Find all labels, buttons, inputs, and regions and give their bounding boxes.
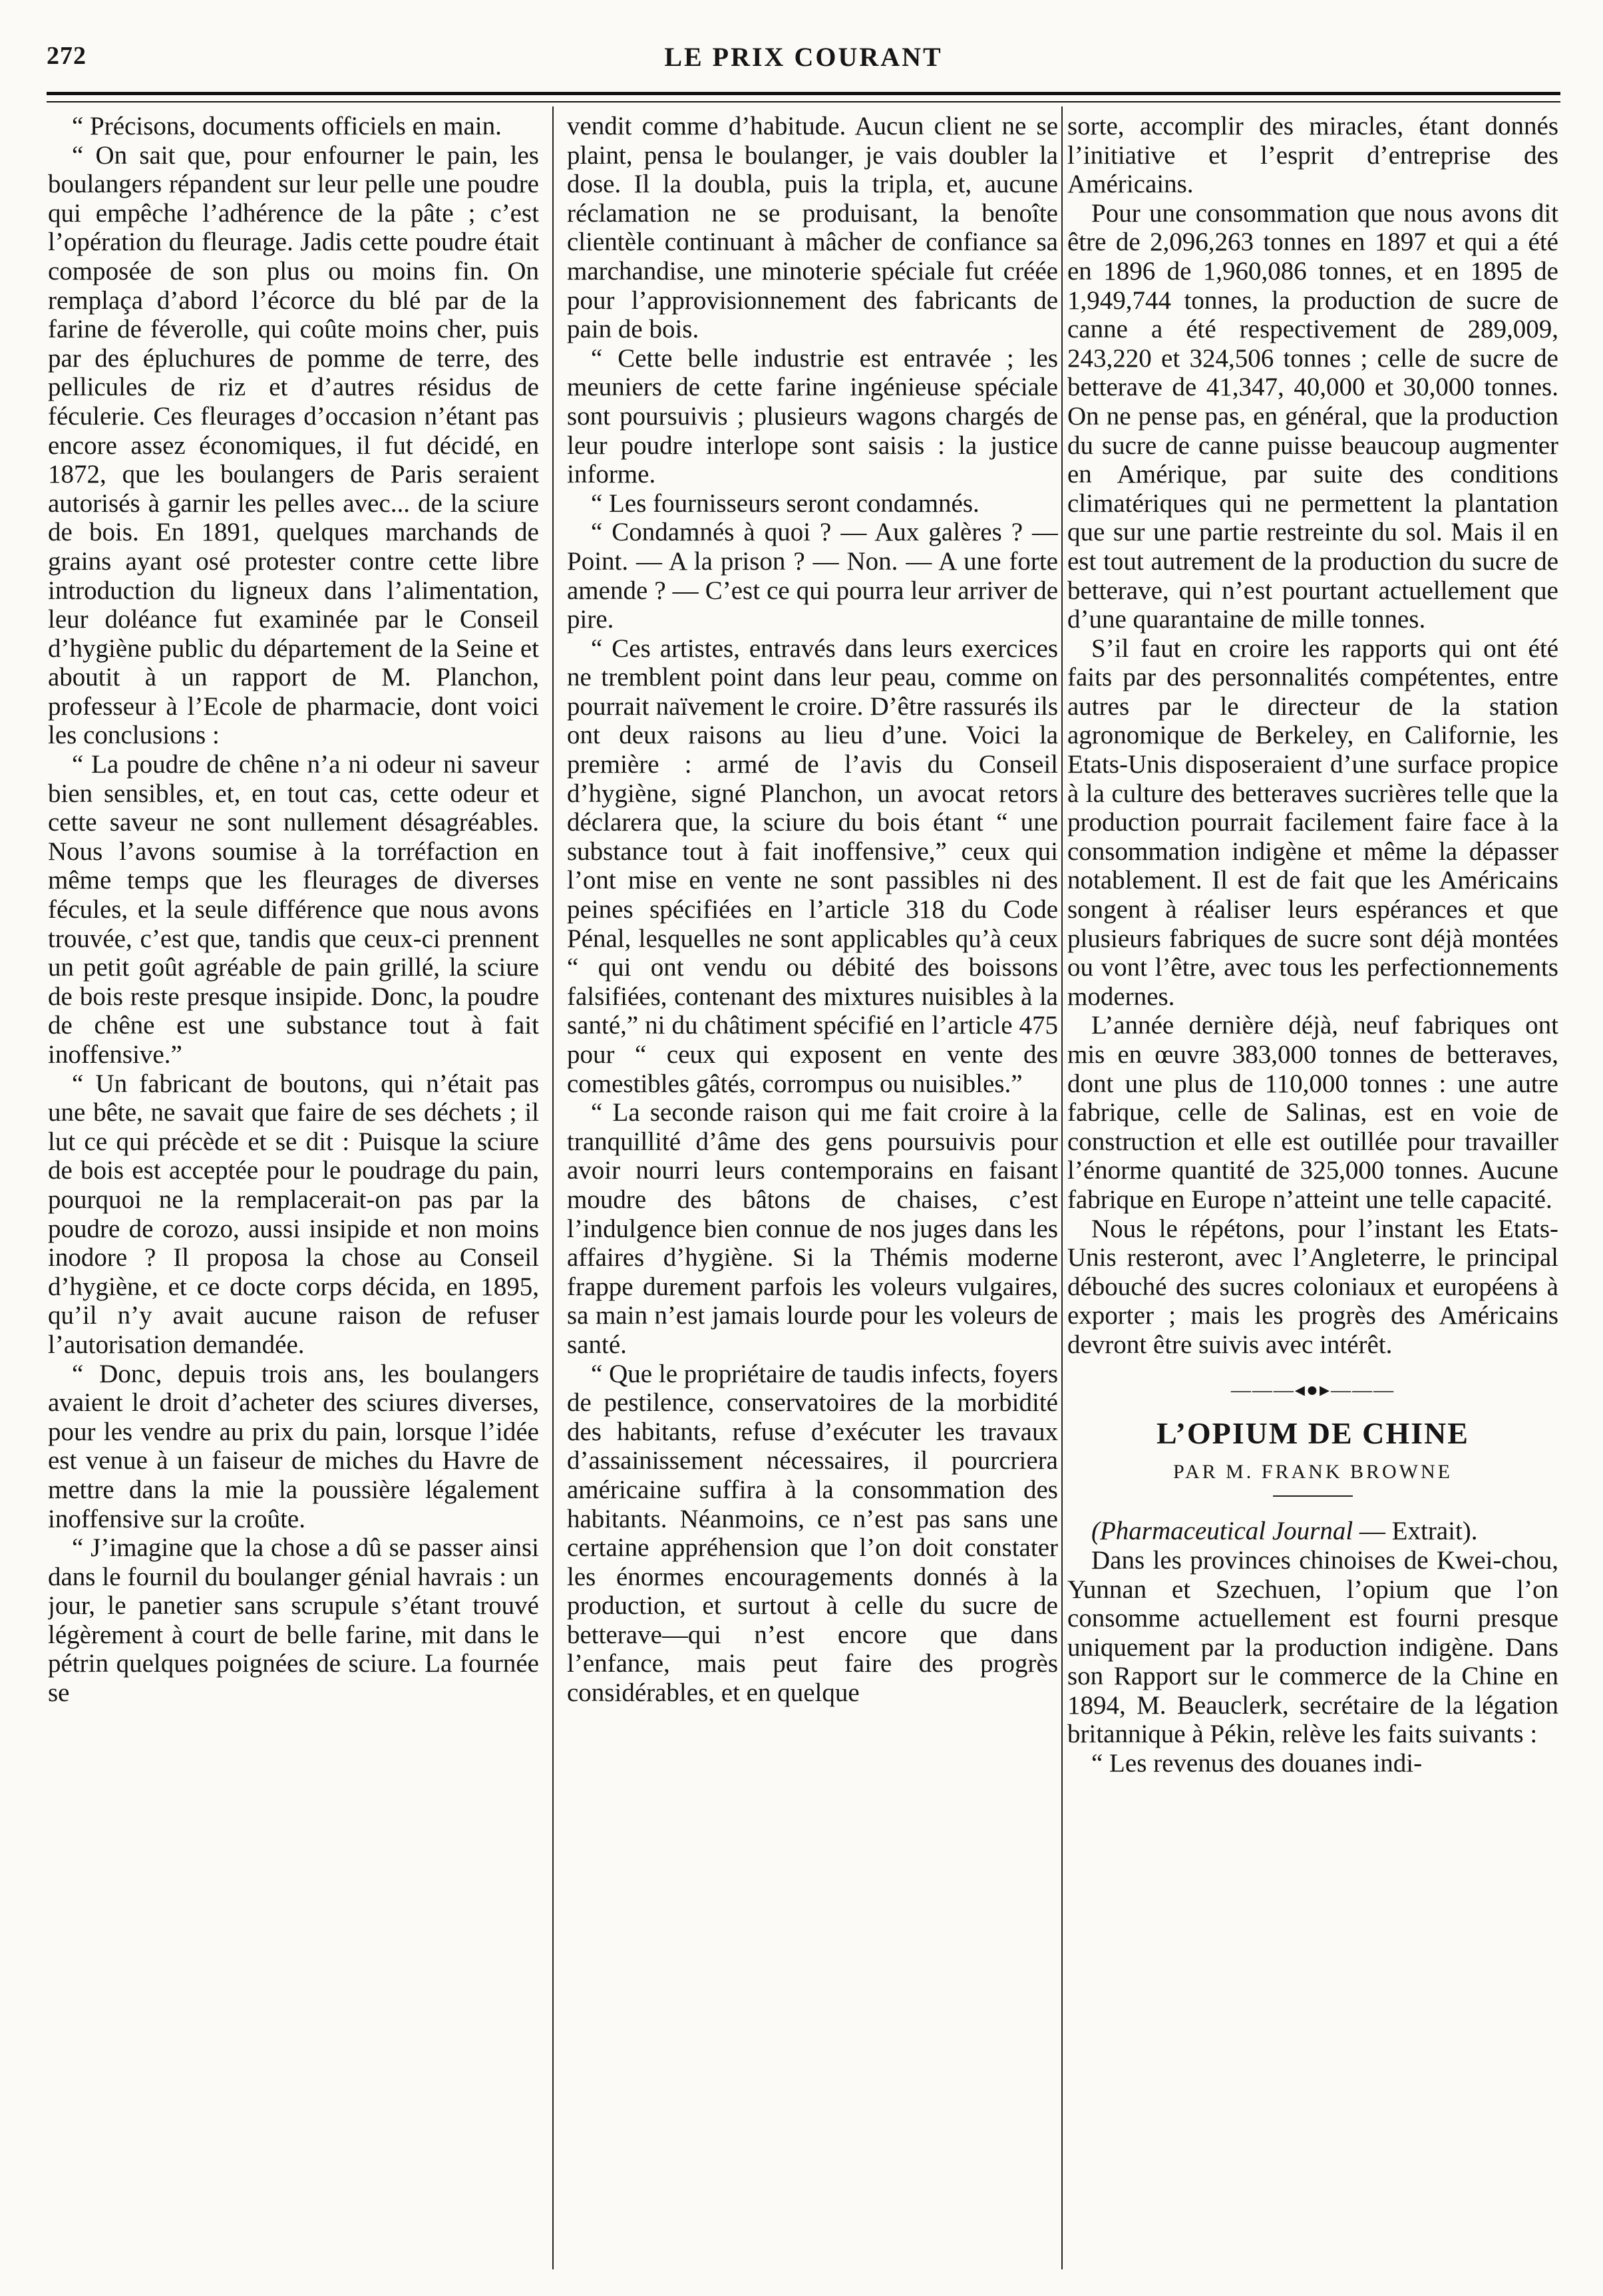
paragraph: “ Donc, depuis trois ans, les boulangers avaient le droit d’acheter des sciures diverses, pour les vendre au prix du pain, lorsque l’idée est venue à un faiseur de miches du Havre de mettre dans la mie la poussière légalement inoffensive sur la croûte. (48, 1359, 539, 1533)
article-byline: PAR M. FRANK BROWNE (1173, 1460, 1453, 1483)
paragraph: “ J’imagine que la chose a dû se passer ainsi dans le fournil du boulanger génial havrais : un jour, le panetier sans scrupule s’étant trouvé légèrement à court de belle farine, mit dans le pétrin quelques poignées de sciure. La fournée se (48, 1533, 539, 1708)
article-title: L’OPIUM DE CHINE (1157, 1416, 1469, 1451)
header-rule-thick (47, 92, 1560, 95)
paragraph: “ Précisons, documents officiels en main. (72, 112, 502, 140)
paragraph: Nous le répétons, pour l’instant les Etats-Unis resteront, avec l’Angleterre, le principal débouché des sucres coloniaux et européens à exporter ; mais les progrès des Américains devront être suivis avec intérêt. (1067, 1214, 1558, 1359)
byline-rule (1273, 1495, 1353, 1497)
paragraph: “ Ces artistes, entravés dans leurs exercices ne tremblent point dans leur peau, comme on pourrait naïvement le croire. D’être rassurés ils ont deux raisons au lieu d’une. Voici la première : armé de l’avis du Conseil d’hygiène, signé Planchon, un avocat retors déclarera que, la sciure du bois étant “ une substance tout à fait inoffensive,” ceux qui l’ont mise en vente ne sont passibles ni des peines spécifiées en l’article 318 du Code Pénal, lesquelles ne sont applicables qu’à ceux “ qui ont vendu ou débité des boissons falsifiées, contenant des mixtures nuisibles à la santé,” ni du châtiment spécifié en l’article 475 pour “ ceux qui exposent en vente des comestibles gâtés, corrompus ou nuisibles.” (567, 634, 1058, 1098)
paragraph: L’année dernière déjà, neuf fabriques ont mis en œuvre 383,000 tonnes de betteraves, dont une plus de 110,000 tonnes : une autre fabrique, celle de Salinas, est en voie de construction et elle est outillée pour travailler l’énorme quantité de 325,000 tonnes. Aucune fabrique en Europe n’atteint une telle capacité. (1067, 1011, 1558, 1214)
page-header (47, 41, 1560, 88)
paragraph: “ On sait que, pour enfourner le pain, les boulangers répandent sur leur pelle une poudre qui empêche l’adhérence de la pâte ; c’est l’opération du fleurage. Jadis cette poudre était composée de son plus ou moins fin. On remplaça d’abord l’écorce du blé par de la farine de féverolle, qui coûte moins cher, puis par des épluchures de pomme de terre, des pellicules de riz et d’autres résidus de féculerie. Ces fleurages d’occasion n’étant pas encore assez économiques, il fut décidé, en 1872, que les boulangers de Paris seraient autorisés à garnir les pelles avec... de la sciure de bois. En 1891, quelques marchands de grains ayant osé protester contre cette libre introduction du ligneux dans l’alimentation, leur doléance fut examinée par le Conseil d’hygiène public du département de la Seine et aboutit à un rapport de M. Planchon, professeur à l’Ecole de pharmacie, dont voici les conclusions : (48, 140, 539, 750)
paragraph: Pour une consommation que nous avons dit être de 2,096,263 tonnes en 1897 et qui a été en 1896 de 1,960,086 tonnes, et en 1895 de 1,949,744 tonnes, la production de sucre de canne a été respectivement de 289,009, 243,220 et 324,506 tonnes ; celle de sucre de betterave de 41,347, 40,000 et 30,000 tonnes. On ne pense pas, en général, que la production du sucre de canne puisse beaucoup augmenter en Amérique, par suite des conditions climatériques qui ne permettent la plantation que sur une partie restreinte du sol. Mais il en est tout autrement de la production du sucre de betterave, qui n’est pourtant actuellement que d’une quarantaine de mille tonnes. (1067, 198, 1558, 634)
column-divider-2 (1061, 106, 1063, 2269)
text-column-2 (567, 112, 1058, 2275)
paragraph: “ Les fournisseurs seront condamnés. (591, 488, 980, 518)
paragraph: “ Les revenus des douanes indi- (1091, 1749, 1423, 1778)
paragraph: S’il faut en croire les rapports qui ont été faits par des personnalités compétentes, entre autres par le directeur de la station agronomique de Berkeley, en Californie, les Etats-Unis disposeraient d’une surface propice à la culture des betteraves sucrières telle que la production pourrait facilement faire face à la consommation indigène et même la dépasser notablement. Il est de fait que les Américains songent à réaliser leurs espérances et que plusieurs fabriques de sucre sont déjà montées ou vont l’être, avec tous les perfectionnements modernes. (1067, 634, 1558, 1011)
source-journal: (Pharmaceutical Journal (1091, 1517, 1353, 1546)
section-ornament: ———◂●▸——— (1230, 1378, 1395, 1401)
paragraph: “ Que le propriétaire de taudis infects, foyers de pestilence, conservatoires de la morbidité des habitants, refuse d’exécuter les travaux d’assainissement nécessaires, il pourcriera américaine suffira à la consommation des habitants. Néanmoins, ce n’est pas sans une certaine appréhension que l’on doit constater les énormes encouragements donnés à la production, et surtout à celle du sucre de betterave—qui n’est encore que dans l’enfance, mais peut faire des progrès considérables, et en quelque (567, 1359, 1058, 1708)
page-number: 272 (47, 42, 87, 70)
column-divider-1 (552, 106, 554, 2269)
text-column-3 (1067, 112, 1558, 2275)
article-source (1067, 1517, 1558, 1546)
paragraph: “ Un fabricant de boutons, qui n’était pas une bête, ne savait que faire de ses déchets ; il lut ce qui précède et se dit : Puisque la sciure de bois est acceptée pour le poudrage du pain, pourquoi ne la remplacerait-on pas par la poudre de corozo, aussi insipide et non moins inodore ? Il proposa la chose au Conseil d’hygiène, et ce docte corps décida, en 1895, qu’il n’y avait aucune raison de refuser l’autorisation demandée. (48, 1069, 539, 1359)
paragraph: “ Cette belle industrie est entravée ; les meuniers de cette farine ingénieuse spéciale sont poursuivis ; plusieurs wagons chargés de leur poudre interlope sont saisis : la justice informe. (567, 343, 1058, 489)
source-note: — Extrait). (1353, 1517, 1478, 1546)
paragraph: vendit comme d’habitude. Aucun client ne se plaint, pensa le boulanger, je vais doubler la dose. Il la doubla, puis la tripla, et, aucune réclamation ne se produisant, la benoîte clientèle continuant à mâcher de confiance sa marchandise, une minoterie spéciale fut créée pour l’approvisionnement des fabricants de pain de bois. (567, 112, 1058, 344)
paragraph: “ La seconde raison qui me fait croire à la tranquillité d’âme des gens poursuivis pour avoir nourri leurs contemporains en faisant moudre des bâtons de chaises, c’est l’indulgence bien connue de nos juges dans les affaires d’hygiène. Si la Thémis moderne frappe durement parfois les voleurs vulgaires, sa main n’est jamais lourde pour les voleurs de santé. (567, 1098, 1058, 1359)
paragraph: “ La poudre de chêne n’a ni odeur ni saveur bien sensibles, et, en tout cas, cette odeur et cette saveur ne sont nullement désagréables. Nous l’avons soumise à la torréfaction en même temps que les fleurages de diverses fécules, et la seule différence que nous avons trouvée, c’est que, tandis que ceux-ci prennent un petit goût agréable de pain grillé, la sciure de bois reste presque insipide. Donc, la poudre de chêne est une substance tout à fait inoffensive.” (48, 750, 539, 1069)
paragraph: Dans les provinces chinoises de Kwei-chou, Yunnan et Szechuen, l’opium que l’on consomme actuellement est fourni presque uniquement par la production indigène. Dans son Rapport sur le commerce de la Chine en 1894, M. Beauclerk, secrétaire de la légation britannique à Pékin, relève les faits suivants : (1067, 1545, 1558, 1749)
paragraph: “ Condamnés à quoi ? — Aux galères ? — Point. — A la prison ? — Non. — A une forte amende ? — C’est ce qui pourra leur arriver de pire. (567, 518, 1058, 634)
text-column-1 (48, 112, 539, 2275)
header-rule-thin (47, 101, 1560, 102)
paragraph: sorte, accomplir des miracles, étant donnés l’initiative et l’esprit d’entreprise des Américains. (1067, 112, 1558, 199)
running-title: LE PRIX COURANT (664, 42, 943, 72)
